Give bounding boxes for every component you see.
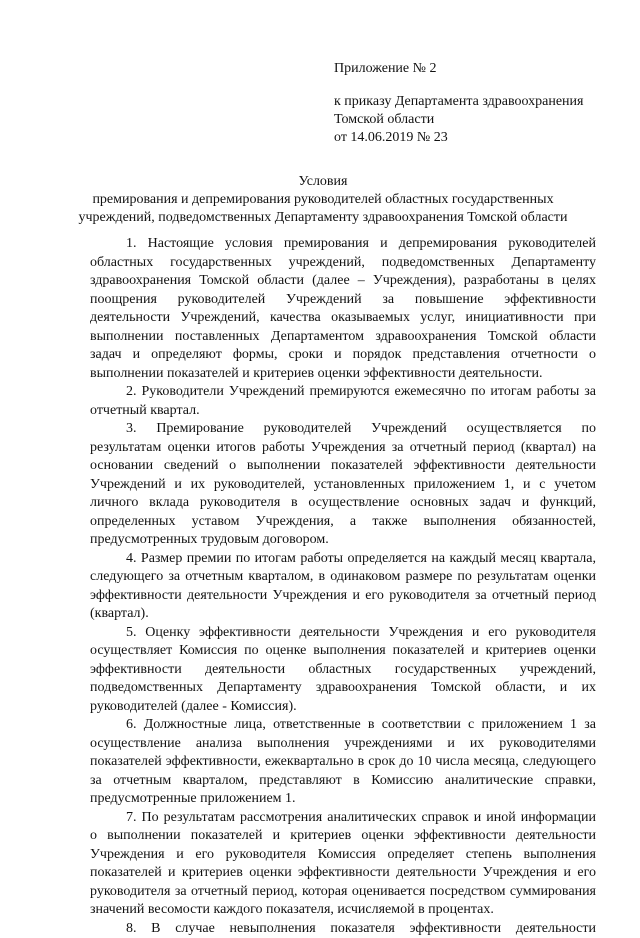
- paragraph-line: 5. Оценку эффективности деятельности Учреждения и его руководителя: [90, 624, 596, 643]
- paragraph-line: эффективности деятельности Учреждения и его руководителя за отчетный период: [90, 587, 596, 606]
- paragraph-line: за отчетным кварталом, представляют в Комиссию аналитические справки,: [90, 772, 596, 791]
- paragraph-line: основании сведений о выполнении показателей эффективности деятельности: [90, 457, 596, 476]
- document-body: [90, 235, 596, 938]
- paragraph-line: следующего за отчетным кварталом, в одинаковом размере по результатам оценки: [90, 568, 596, 587]
- paragraph-line: показателей эффективности, ежеквартально в срок до 10 числа месяца, следующего: [90, 753, 596, 772]
- document-title: [50, 173, 596, 227]
- paragraph-line: личного вклада руководителя в осуществление основных задач и функций,: [90, 494, 596, 513]
- paragraph-line: результатам оценки итогов работы Учреждения за отчетный период (квартал) на: [90, 439, 596, 458]
- paragraph-line: областных государственных учреждений, подведомственных Департаменту: [90, 254, 596, 273]
- paragraph-line: подведомственных Департаменту здравоохранения Томской области, и их: [90, 679, 596, 698]
- appendix-header: [334, 60, 624, 147]
- paragraph-line: отчетный квартал.: [90, 402, 596, 421]
- paragraph-line: Учреждения и его руководителя Комиссия определяет степень выполнения: [90, 846, 596, 865]
- paragraph-line: показателей и критериев оценки эффективности деятельности Учреждения и его: [90, 864, 596, 883]
- paragraph-7: [90, 809, 596, 920]
- paragraph-3: [90, 420, 596, 550]
- paragraph-line: 4. Размер премии по итогам работы определяется на каждый месяц квартала,: [90, 550, 596, 569]
- paragraph-2: [90, 383, 596, 420]
- appendix-line: Томской области: [334, 111, 624, 129]
- title-heading: Условия: [50, 173, 596, 191]
- paragraph-line: эффективности деятельности областных государственных учреждений,: [90, 661, 596, 680]
- paragraph-6: [90, 716, 596, 809]
- paragraph-line: 6. Должностные лица, ответственные в соответствии с приложением 1 за: [90, 716, 596, 735]
- paragraph-line: 7. По результатам рассмотрения аналитических справок и иной информации: [90, 809, 596, 828]
- paragraph-line: предусмотренных трудовым договором.: [90, 531, 596, 550]
- paragraph-line: определенных уставом Учреждения, а также выполнения обязанностей,: [90, 513, 596, 532]
- paragraph-line: Учреждений и их руководителей, установленных приложением 1, и с учетом: [90, 476, 596, 495]
- appendix-line: к приказу Департамента здравоохранения: [334, 93, 624, 111]
- paragraph-line: 1. Настоящие условия премирования и депремирования руководителей: [90, 235, 596, 254]
- paragraph-line: значений весомости каждого показателя, исчисляемой в процентах.: [90, 901, 596, 920]
- appendix-line: от 14.06.2019 № 23: [334, 129, 624, 147]
- title-line: премирования и депремирования руководителей областных государственных: [50, 191, 596, 209]
- paragraph-line: руководителя за отчетный период, которая оценивается посредством суммирования: [90, 883, 596, 902]
- paragraph-1: [90, 235, 596, 383]
- paragraph-line: деятельности Учреждений, качества оказываемых услуг, инициативности при: [90, 309, 596, 328]
- paragraph-line: выполнении показателей и критериев оценки эффективности деятельности.: [90, 365, 596, 384]
- appendix-title: Приложение № 2: [334, 60, 624, 78]
- paragraph-line: задач и определяют формы, сроки и порядок представления отчетности о: [90, 346, 596, 365]
- paragraph-line: руководителей (далее - Комиссия).: [90, 698, 596, 717]
- title-line: учреждений, подведомственных Департаменту здравоохранения Томской области: [50, 209, 596, 227]
- paragraph-line: предусмотренные приложением 1.: [90, 790, 596, 809]
- paragraph-line: поощрения руководителей Учреждений за повышение эффективности: [90, 291, 596, 310]
- paragraph-line: 8. В случае невыполнения показателя эффективности деятельности: [90, 920, 596, 938]
- paragraph-4: [90, 550, 596, 624]
- paragraph-8: [90, 920, 596, 938]
- paragraph-line: осуществление анализа выполнения учреждениями и их руководителями: [90, 735, 596, 754]
- paragraph-line: (квартал).: [90, 605, 596, 624]
- paragraph-line: осуществляет Комиссия по оценке выполнения показателей и критериев оценки: [90, 642, 596, 661]
- paragraph-line: о выполнении показателей и критериев оценки эффективности деятельности: [90, 827, 596, 846]
- paragraph-line: 3. Премирование руководителей Учреждений осуществляется по: [90, 420, 596, 439]
- paragraph-line: здравоохранения Томской области (далее – Учреждения), разработаны в целях: [90, 272, 596, 291]
- paragraph-5: [90, 624, 596, 717]
- paragraph-line: 2. Руководители Учреждений премируются ежемесячно по итогам работы за: [90, 383, 596, 402]
- paragraph-line: выполнении поставленных Департаментом здравоохранения Томской области: [90, 328, 596, 347]
